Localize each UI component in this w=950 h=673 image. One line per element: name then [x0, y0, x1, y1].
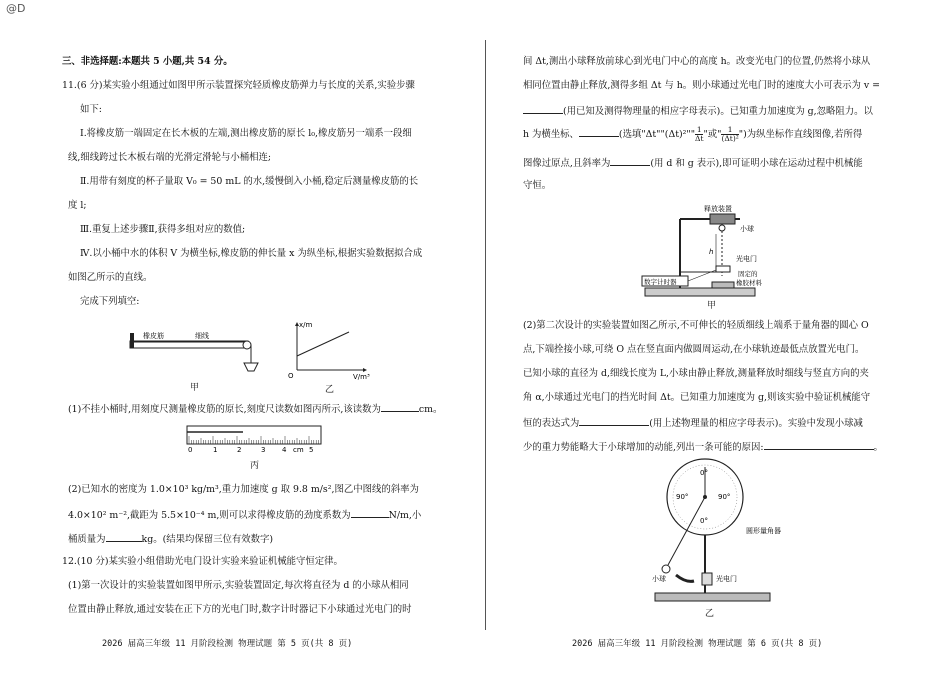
- q12-l4-a: h 为横坐标、: [523, 129, 579, 140]
- q11-part2d: [68, 532, 273, 546]
- q11-part2b-text: 4.0×10² m⁻²,截距为 5.5×10⁻⁴ m,则可以求得橡皮筋的劲度系数为: [68, 510, 351, 521]
- rubber-pad: [712, 282, 734, 288]
- ruler-unit: cm: [293, 446, 304, 454]
- q11-fill-prompt: 完成下列填空:: [80, 296, 140, 307]
- label-photogate: 光电门: [716, 575, 737, 583]
- scale-0-top: 0°: [700, 469, 708, 477]
- label-digital-timer: 数字计时器: [644, 278, 677, 286]
- answer-blank-velocity[interactable]: [523, 104, 563, 114]
- q11-step4a: Ⅳ.以小桶中水的体积 V 为横坐标,橡皮筋的伸长量 x 为纵坐标,根据实验数据拟合成: [80, 248, 423, 259]
- fraction-1-over-dt2: $\frac{1}{\text{(Δt)²}}$: [721, 125, 739, 143]
- q12-l4-c: "或": [703, 129, 722, 140]
- q11-intro-1: 11.(6 分)某实验小组通过如图甲所示装置探究轻质橡皮筋弹力与长度的关系,实验步骤: [62, 80, 415, 91]
- base: [655, 593, 770, 601]
- base: [645, 288, 755, 296]
- q12-part1a: (1)第一次设计的实验装置如图甲所示,实验装置固定,每次将直径为 d 的小球从相同: [68, 580, 409, 591]
- answer-blank-stiffness[interactable]: [351, 508, 389, 518]
- ruler-tick-3: 3: [261, 446, 266, 454]
- q12-part2-l5: [523, 416, 863, 430]
- q12-part2-l4: 角 α,小球通过光电门的挡光时间 Δt。已知重力加速度为 g,则该实验中验证机械能守: [523, 392, 871, 403]
- q12-cont-l4: [523, 126, 862, 143]
- label-rubber-band: 橡皮筋: [143, 332, 164, 340]
- q11-part2a: (2)已知水的密度为 1.0×10³ kg/m³,重力加速度 g 取 9.8 m/s²,图乙中图线的斜率为: [68, 484, 419, 495]
- ball: [719, 225, 725, 231]
- q11-part1: [68, 402, 442, 416]
- q11-step3: Ⅲ.重复上述步骤Ⅱ,获得多组对应的数值;: [80, 224, 246, 235]
- q12-part2-l6: [523, 440, 883, 454]
- release-device: [710, 214, 735, 224]
- q11-step1b: 线,细线跨过长木板右端的光滑定滑轮与小桶相连;: [68, 152, 272, 163]
- caption-q12-jia: 甲: [707, 301, 717, 311]
- origin-label: O: [288, 372, 294, 380]
- q12-part2-l5-a: 恒的表达式为: [523, 418, 580, 429]
- ruler-tick-5: 5: [309, 446, 314, 454]
- q11-part2b: [68, 508, 421, 522]
- answer-blank-slope[interactable]: [610, 156, 650, 166]
- ruler-tick-2: 2: [237, 446, 242, 454]
- answer-blank-expression[interactable]: [579, 416, 649, 426]
- label-h: h: [709, 248, 714, 256]
- ruler-tick-0: 0: [188, 446, 193, 454]
- scale-0-bottom: 0°: [700, 517, 708, 525]
- q12-cont-l6: 守恒。: [523, 180, 552, 191]
- q12-cont-l5: [523, 156, 863, 170]
- q12-part2-l1: (2)第二次设计的实验装置如图乙所示,不可伸长的轻质细线上端系于量角器的圆心 O: [523, 320, 869, 331]
- q12-part2-l6-a: 少的重力势能略大于小球增加的动能,列出一条可能的原因:: [523, 442, 764, 453]
- q12-l4-b: (选填"Δt""(Δt)²"": [618, 129, 696, 140]
- label-fixed: 固定的: [738, 270, 758, 278]
- figure-q11-jia: [125, 325, 265, 385]
- q12-l5-b: (用 d 和 g 表示),即可证明小球在运动过程中机械能: [650, 158, 863, 169]
- pendulum-ball: [662, 565, 670, 573]
- bucket: [244, 363, 258, 371]
- fit-line: [297, 332, 349, 356]
- q12-cont-l3: [523, 104, 873, 118]
- label-release-device: 释放装置: [704, 205, 732, 213]
- figure-q11-yi: [283, 318, 378, 380]
- figure-q12-yi: [650, 455, 800, 605]
- footer-page-6: 2026 届高三年级 11 月阶段检测 物理试题 第 6 页(共 8 页): [572, 639, 823, 649]
- q11-step2a: Ⅱ.用带有刻度的杯子量取 V₀ = 50 mL 的水,缓慢倒入小桶,稳定后测量橡皮筋的长: [80, 176, 419, 187]
- q12-part2-l2: 点,下端拴接小球,可绕 O 点在竖直面内做圆周运动,在小球轨迹最低点放置光电门。: [523, 344, 865, 355]
- label-ball: 小球: [740, 225, 754, 233]
- q11-part1-text: (1)不挂小桶时,用刻度尺测量橡皮筋的原长,刻度尺读数如图丙所示,该读数为: [68, 404, 381, 415]
- q12-cont-l1: 间 Δt,测出小球释放前球心到光电门中心的高度 h。改变光电门的位置,仍然将小球从: [523, 56, 871, 67]
- answer-blank-reason[interactable]: [764, 440, 874, 450]
- board-left-stop: [130, 333, 134, 348]
- photogate: [716, 266, 730, 272]
- footer-page-5: 2026 届高三年级 11 月阶段检测 物理试题 第 5 页(共 8 页): [102, 639, 353, 649]
- y-axis-label: x/m: [299, 321, 313, 329]
- scale-90-right: 90°: [718, 493, 731, 501]
- q12-l5-a: 图像过原点,且斜率为: [523, 158, 611, 169]
- q12-part2-l5-b: (用上述物理量的相应字母表示)。实验中发现小球减: [649, 418, 863, 429]
- caption-q12-yi: 乙: [705, 609, 715, 619]
- label-protractor: 圆形量角器: [746, 527, 781, 535]
- q11-step4b: 如图乙所示的直线。: [68, 272, 153, 283]
- q11-part2c-text: N/m,小: [388, 510, 422, 521]
- section-heading: 三、非选择题:本题共 5 小题,共 54 分。: [62, 56, 233, 67]
- q11-part2e-text: kg。(结果均保留三位有效数字): [141, 534, 274, 545]
- motion-arrow: [676, 575, 694, 581]
- label-string: 细线: [195, 332, 209, 340]
- caption-q11-jia: 甲: [190, 383, 200, 393]
- label-photogate: 光电门: [736, 255, 757, 263]
- answer-blank-bucket-mass[interactable]: [106, 532, 142, 542]
- q12-intro: 12.(10 分)某实验小组借助光电门设计实验来验证机械能守恒定律。: [62, 556, 343, 567]
- x-axis-label: V/m³: [353, 373, 370, 380]
- fraction-1-over-dt: $\frac{1}{\Delta t}$: [695, 125, 704, 143]
- pulley: [243, 341, 251, 349]
- corner-mark: @D: [6, 2, 26, 15]
- ruler-tick-4: 4: [282, 446, 287, 454]
- scale-90-left: 90°: [676, 493, 689, 501]
- q12-cont-l2: 相同位置由静止释放,测得多组 Δt 与 h。则小球通过光电门时的速度大小可表示为 v =: [523, 80, 880, 91]
- page-divider: [485, 40, 486, 630]
- q11-step2b: 度 l;: [68, 200, 87, 211]
- q12-part2-l6-b: 。: [873, 442, 883, 453]
- label-ball: 小球: [652, 575, 666, 583]
- caption-ruler: 丙: [250, 461, 260, 471]
- q11-part1-unit: cm。: [418, 404, 443, 415]
- q11-step1a: Ⅰ.将橡皮筋一端固定在长木板的左端,测出橡皮筋的原长 l₀,橡皮筋另一端系一段细: [80, 128, 412, 139]
- answer-blank-length[interactable]: [381, 402, 419, 412]
- caption-q11-yi: 乙: [325, 385, 335, 395]
- ruler-tick-1: 1: [213, 446, 218, 454]
- q12-cont-l3-text: (用已知及测得物理量的相应字母表示)。已知重力加速度为 g,忽略阻力。以: [563, 106, 873, 117]
- q12-part1b: 位置由静止释放,通过安装在正下方的光电门时,数字计时器记下小球通过光电门的时: [68, 604, 412, 615]
- q12-l4-d: ")为纵坐标作直线图像,若所得: [738, 129, 863, 140]
- photogate: [702, 573, 712, 585]
- label-rubber-material: 橡胶材料: [736, 279, 762, 287]
- q11-intro-2: 如下:: [80, 104, 102, 115]
- ruler-figure: [185, 424, 325, 456]
- q12-part2-l3: 已知小球的直径为 d,细线长度为 L,小球由静止释放,测量释放时细线与竖直方向的夹: [523, 368, 869, 379]
- figure-q12-jia: [640, 204, 780, 304]
- q11-part2d-text: 桶质量为: [68, 534, 106, 545]
- answer-blank-ordinate[interactable]: [579, 127, 619, 137]
